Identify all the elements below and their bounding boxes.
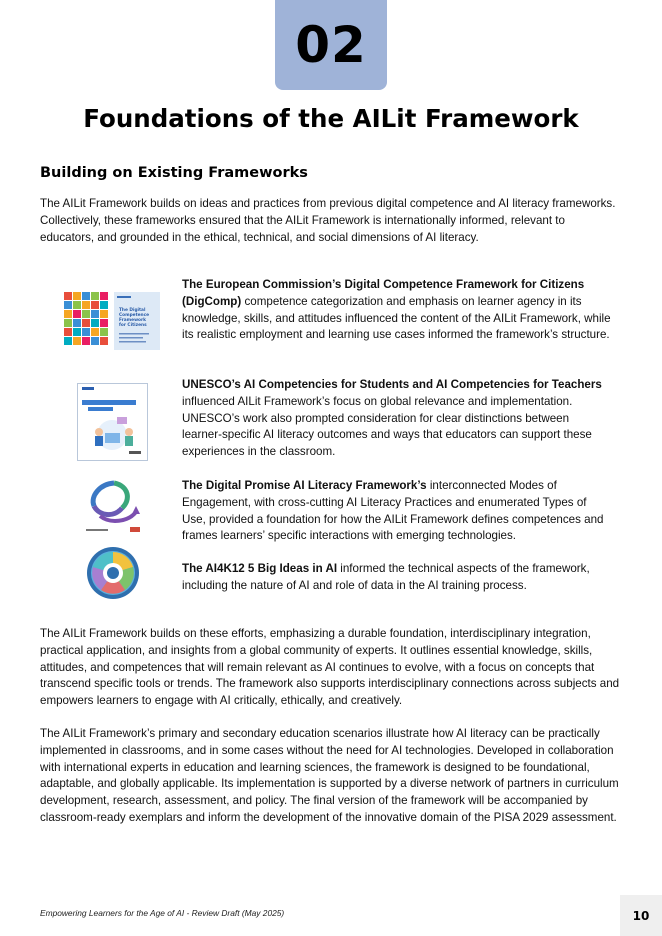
ai4k12-big-ideas-thumbnail	[86, 546, 140, 600]
digital-promise-framework-thumbnail	[84, 478, 146, 536]
body-paragraph-2: The AILit Framework’s primary and secondary education scenarios illustrate how AI literacy can be practically implemented in classrooms, and in some cases without the need for AI technologies. Developed in collaboration with international experts in education and learning sciences, the framework is designed to be foundational, adaptable, and globally applicable. Its implementation is supported by a diverse network of partners in curriculum development, research, assessment, and policy. The final version of the framework will be accompanied by classroom-ready exemplars and inform the development of the innovative domain of the PISA 2029 assessment.	[40, 727, 619, 824]
framework-title-digital-promise: The Digital Promise AI Literacy Framework’s	[182, 479, 427, 492]
framework-title-ai4k12: The AI4K12 5 Big Ideas in AI	[182, 562, 338, 575]
framework-description-digital-promise: interconnected Modes of Engagement, with cross-cutting AI Literacy Practices and enumerated Types of Use, provided a foundation for how the AILit Framework defines competences and frames learners’ specific interactions with emerging technologies.	[182, 479, 604, 543]
framework-description-digcomp: competence categorization and emphasis on learner agency in its knowledge, skills, and attitudes influenced the content of the AILit Framework, while its realistic employment and learning use cases informed the framework’s structure.	[182, 294, 611, 342]
framework-text-unesco	[182, 377, 612, 461]
framework-text-digital-promise	[182, 478, 612, 545]
framework-text-ai4k12	[182, 561, 612, 595]
chapter-number-badge: 02	[275, 0, 387, 90]
section-heading: Building on Existing Frameworks	[40, 165, 308, 181]
framework-description-unesco: influenced AILit Framework’s focus on global relevance and implementation. UNESCO’s work also prompted consideration for clear distinctions between learner-specific AI literacy outcomes and ways that educators can support these experiences in the classroom.	[182, 394, 592, 459]
svg-text:The Digital Competence: The Digital Competence Framework for Citizens	[119, 308, 150, 328]
framework-text-digcomp	[182, 277, 612, 344]
intro-paragraph: The AILit Framework builds on ideas and practices from previous digital competence and AI literacy frameworks. Collectively, these frameworks ensured that the AILit Framework is internationally informed, relevant to educators, and grounded in the ethical, technical, and social dimensions of AI literacy.	[40, 197, 616, 244]
page-number: 10	[620, 895, 662, 936]
digcomp-cover-thumbnail	[62, 280, 162, 352]
unesco-cover-thumbnail	[77, 383, 149, 463]
body-paragraph-1: The AILit Framework builds on these efforts, emphasizing a durable foundation, interdisciplinary integration, practical application, and insights from a global community of experts. It outlines essential knowledge, skills, attitudes, and competences that will remain relevant as AI continues to evolve, with a focus on concepts that transcend specific tools or trends. The framework also supports interdisciplinary connections across subjects and empowers learners to engage with AI critically, ethically, and creatively.	[40, 627, 620, 708]
framework-title-digcomp: The European Commission’s Digital Competence Framework for Citizens (DigComp)	[182, 278, 585, 308]
framework-title-unesco: UNESCO’s AI Competencies for Students and AI Competencies for Teachers	[182, 378, 602, 391]
page-title: Foundations of the AILit Framework	[83, 104, 579, 133]
footer-document-title: Empowering Learners for the Age of AI - Review Draft (May 2025)	[40, 908, 285, 918]
framework-description-ai4k12: informed the technical aspects of the framework, including the nature of AI and role of data in the AI training process.	[182, 562, 590, 592]
